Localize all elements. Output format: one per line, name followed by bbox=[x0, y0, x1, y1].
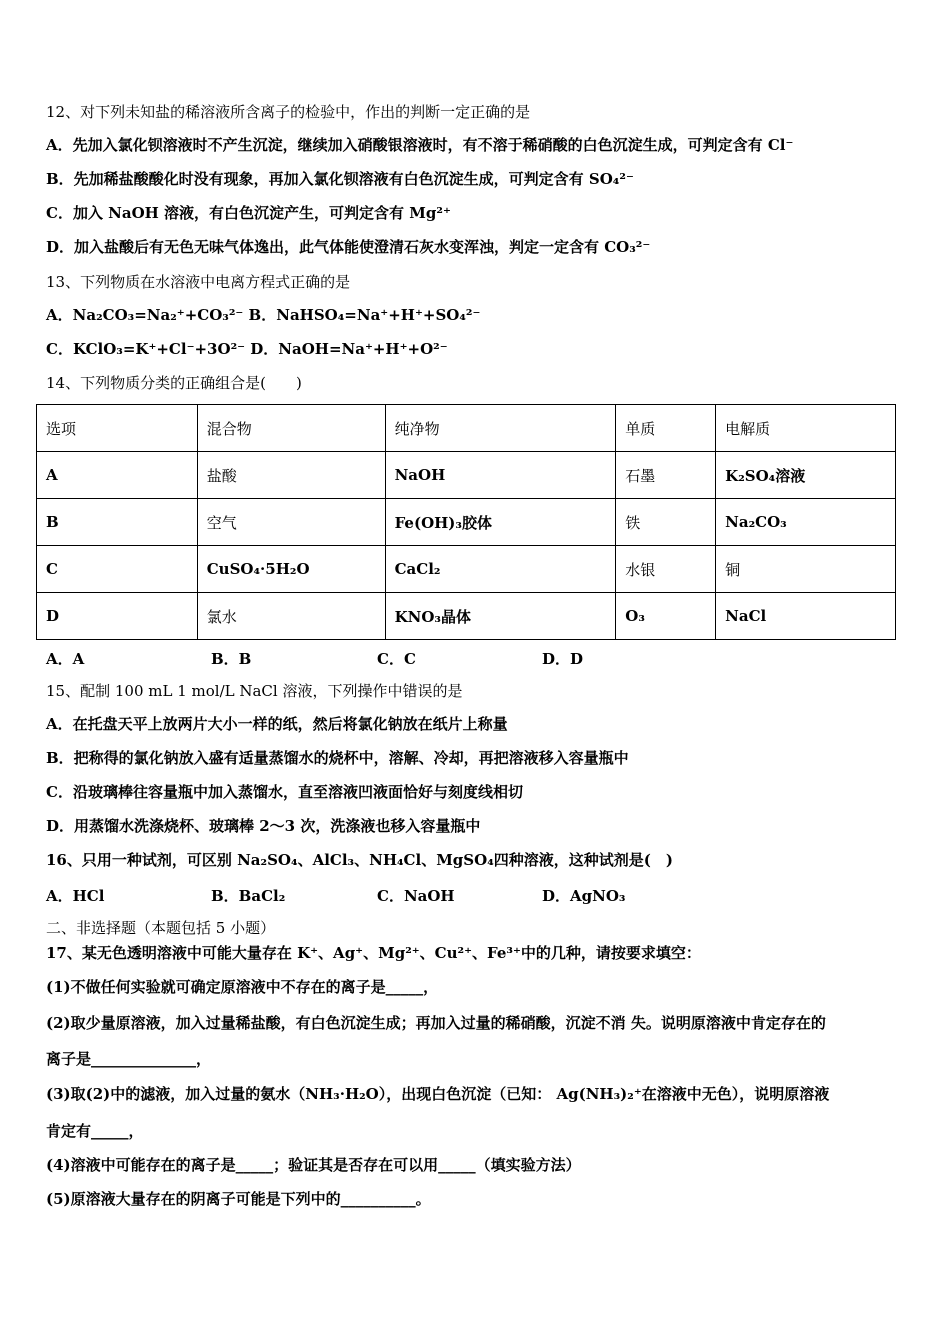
q15-option-a: A．在托盘天平上放两片大小一样的纸，然后将氯化钠放在纸片上称量 bbox=[46, 715, 508, 733]
q14-option-d: D．D bbox=[542, 650, 584, 668]
q13-options-ab: A．Na₂CO₃=Na₂⁺+CO₃²⁻ B．NaHSO₄=Na⁺+H⁺+SO₄²⁻ bbox=[46, 306, 481, 324]
q17-part-2-line-1: (2)取少量原溶液，加入过量稀盐酸，有白色沉淀生成；再加入过量的稀硝酸，沉淀不消 失。说明原溶液中肯定存在的 bbox=[46, 1014, 826, 1032]
table-header-cell: 电解质 bbox=[716, 405, 896, 452]
classification-table bbox=[36, 404, 896, 640]
table-cell: CuSO₄·5H₂O bbox=[197, 546, 385, 593]
q14-option-a: A．A bbox=[46, 650, 85, 668]
table-cell: D bbox=[37, 593, 198, 640]
q15-option-b: B．把称得的氯化钠放入盛有适量蒸馏水的烧杯中，溶解、冷却，再把溶液移入容量瓶中 bbox=[46, 749, 629, 767]
q14-option-c: C．C bbox=[377, 650, 416, 668]
table-header-cell: 选项 bbox=[37, 405, 198, 452]
q15-option-c: C．沿玻璃棒往容量瓶中加入蒸馏水，直至溶液凹液面恰好与刻度线相切 bbox=[46, 783, 523, 801]
q14-option-b: B．B bbox=[211, 650, 252, 668]
table-cell: 空气 bbox=[197, 499, 385, 546]
table-cell: Na₂CO₃ bbox=[716, 499, 896, 546]
q12-option-b: B．先加稀盐酸酸化时没有现象，再加入氯化钡溶液有白色沉淀生成，可判定含有 SO₄²⁻ bbox=[46, 170, 634, 188]
table-cell: NaOH bbox=[385, 452, 616, 499]
q17-part-1: (1)不做任何实验就可确定原溶液中不存在的离子是_____， bbox=[46, 978, 439, 996]
q17-part-3-line-2: 肯定有_____， bbox=[46, 1122, 144, 1140]
q12-option-a: A．先加入氯化钡溶液时不产生沉淀，继续加入硝酸银溶液时，有不溶于稀硝酸的白色沉淀生成，可判定含有 Cl⁻ bbox=[46, 136, 794, 154]
table-row bbox=[37, 499, 896, 546]
q17-part-2-line-2: 离子是______________， bbox=[46, 1050, 212, 1068]
table-header-cell: 单质 bbox=[616, 405, 716, 452]
q17-part-3-line-1: (3)取(2)中的滤液，加入过量的氨水（NH₃·H₂O），出现白色沉淀（已知： Ag(NH₃)₂⁺在溶液中无色），说明原溶液 bbox=[46, 1085, 830, 1103]
q13-options-cd: C．KClO₃=K⁺+Cl⁻+3O²⁻ D．NaOH=Na⁺+H⁺+O²⁻ bbox=[46, 340, 448, 358]
q12-option-d: D．加入盐酸后有无色无味气体逸出，此气体能使澄清石灰水变浑浊，判定一定含有 CO₃²⁻ bbox=[46, 238, 651, 256]
q15-stem: 15、配制 100 mL 1 mol/L NaCl 溶液，下列操作中错误的是 bbox=[46, 682, 463, 700]
section-heading: 二、非选择题（本题包括 5 小题） bbox=[46, 919, 276, 937]
table-cell: 铁 bbox=[616, 499, 716, 546]
table-cell: 盐酸 bbox=[197, 452, 385, 499]
table-cell: K₂SO₄溶液 bbox=[716, 452, 896, 499]
q12-stem: 12、对下列未知盐的稀溶液所含离子的检验中，作出的判断一定正确的是 bbox=[46, 103, 531, 121]
q17-part-5: (5)原溶液大量存在的阴离子可能是下列中的__________。 bbox=[46, 1190, 431, 1208]
table-cell: 石墨 bbox=[616, 452, 716, 499]
q14-stem: 14、下列物质分类的正确组合是( ) bbox=[46, 374, 302, 392]
q16-option-a: A．HCl bbox=[46, 887, 105, 905]
table-cell: 水银 bbox=[616, 546, 716, 593]
table-cell: CaCl₂ bbox=[385, 546, 616, 593]
q16-option-c: C．NaOH bbox=[377, 887, 455, 905]
table-cell: A bbox=[37, 452, 198, 499]
table-row bbox=[37, 593, 896, 640]
q16-option-d: D．AgNO₃ bbox=[542, 887, 626, 905]
q12-option-c: C．加入 NaOH 溶液，有白色沉淀产生，可判定含有 Mg²⁺ bbox=[46, 204, 451, 222]
table-header-row bbox=[37, 405, 896, 452]
q17-part-4: (4)溶液中可能存在的离子是_____；验证其是否存在可以用_____（填实验方法） bbox=[46, 1156, 581, 1174]
table-cell: 氯水 bbox=[197, 593, 385, 640]
q17-stem: 17、某无色透明溶液中可能大量存在 K⁺、Ag⁺、Mg²⁺、Cu²⁺、Fe³⁺中的几种，请按要求填空： bbox=[46, 944, 701, 962]
table-cell: NaCl bbox=[716, 593, 896, 640]
table-row bbox=[37, 452, 896, 499]
q13-stem: 13、下列物质在水溶液中电离方程式正确的是 bbox=[46, 273, 351, 291]
table-cell: 铜 bbox=[716, 546, 896, 593]
q16-option-b: B．BaCl₂ bbox=[211, 887, 286, 905]
table-cell: O₃ bbox=[616, 593, 716, 640]
table-header-cell: 纯净物 bbox=[385, 405, 616, 452]
q15-option-d: D．用蒸馏水洗涤烧杯、玻璃棒 2～3 次，洗涤液也移入容量瓶中 bbox=[46, 817, 481, 835]
table-cell: KNO₃晶体 bbox=[385, 593, 616, 640]
q16-stem: 16、只用一种试剂，可区别 Na₂SO₄、AlCl₃、NH₄Cl、MgSO₄四种溶液，这种试剂是( ) bbox=[46, 851, 673, 869]
table-cell: B bbox=[37, 499, 198, 546]
table-row bbox=[37, 546, 896, 593]
table-header-cell: 混合物 bbox=[197, 405, 385, 452]
table-cell: Fe(OH)₃胶体 bbox=[385, 499, 616, 546]
table-cell: C bbox=[37, 546, 198, 593]
